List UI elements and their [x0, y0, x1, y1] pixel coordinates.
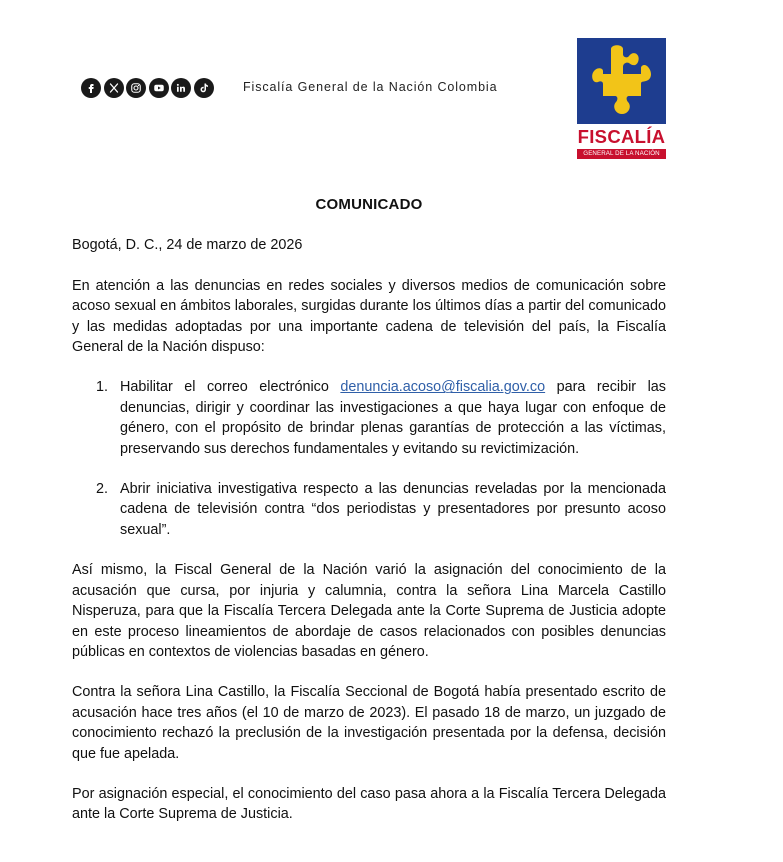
- organization-name: Fiscalía General de la Nación Colombia: [243, 80, 498, 94]
- x-icon[interactable]: [104, 78, 124, 98]
- tiktok-icon[interactable]: [194, 78, 214, 98]
- intro-paragraph: En atención a las denuncias en redes sociales y diversos medios de comunicación sobre acoso sexual en ámbitos laborales, surgidas durante los últimos días a partir del comunicado y las medidas adoptadas por una importante cadena de televisión del país, la Fiscalía General de la Nación dispuso:: [72, 277, 666, 356]
- list-item-number: 2.: [96, 481, 109, 498]
- linkedin-icon[interactable]: [171, 78, 191, 98]
- list-item: [72, 377, 666, 459]
- paragraph-closing: Por asignación especial, el conocimiento del caso pasa ahora a la Fiscalía Tercera Delegada ante la Corte Suprema de Justicia.: [72, 785, 666, 823]
- document-body: [72, 195, 666, 845]
- logo-subtitle: GENERAL DE LA NACIÓN: [577, 149, 666, 159]
- list-item: [72, 479, 666, 540]
- list-item-text: para recibir las denuncias, dirigir y coordinar las investigaciones a que haya lugar con enfoque de género, con el propósito de brindar plenas garantías de protección a las víctimas, preservando sus derechos fundamentales y evitando su revictimización.: [120, 379, 666, 457]
- fiscalia-logo: [577, 38, 666, 160]
- document-title: COMUNICADO: [315, 196, 423, 213]
- list-item-text: Abrir iniciativa investigativa respecto a las denuncias reveladas por la mencionada cadena de televisión contra “dos periodistas y presentadores por presunto acoso sexual”.: [120, 481, 666, 538]
- instagram-icon[interactable]: [126, 78, 146, 98]
- social-links: [81, 78, 214, 98]
- email-link[interactable]: denuncia.acoso@fiscalia.gov.co: [340, 379, 546, 396]
- facebook-icon[interactable]: [81, 78, 101, 98]
- paragraph-background: Contra la señora Lina Castillo, la Fiscalía Seccional de Bogotá había presentado escrito de acusación hace tres años (el 10 de marzo de 2023). El pasado 18 de marzo, un juzgado de conocimiento rechazó la preclusión de la investigación presentada por la defensa, decisión que fue apelada.: [72, 684, 666, 762]
- youtube-icon[interactable]: [149, 78, 169, 98]
- list-item-text: Habilitar el correo electrónico: [120, 379, 341, 396]
- measures-list: [72, 377, 666, 540]
- puzzle-piece-icon: [586, 44, 658, 118]
- logo-wordmark: FISCALÍA: [577, 126, 666, 147]
- letterhead: [0, 0, 783, 170]
- list-item-number: 1.: [96, 379, 109, 396]
- date-line: Bogotá, D. C., 24 de marzo de 2026: [72, 237, 303, 254]
- paragraph-assignment: Así mismo, la Fiscal General de la Nación varió la asignación del conocimiento de la acusación que cursa, por injuria y calumnia, contra la señora Lina Marcela Castillo Nisperuza, para que la Fiscalía Tercera Delegada ante la Corte Suprema de Justicia adopte en este proceso lineamientos de abordaje de casos relacionados con posibles denuncias públicas en contextos de violencias basadas en género.: [72, 562, 666, 660]
